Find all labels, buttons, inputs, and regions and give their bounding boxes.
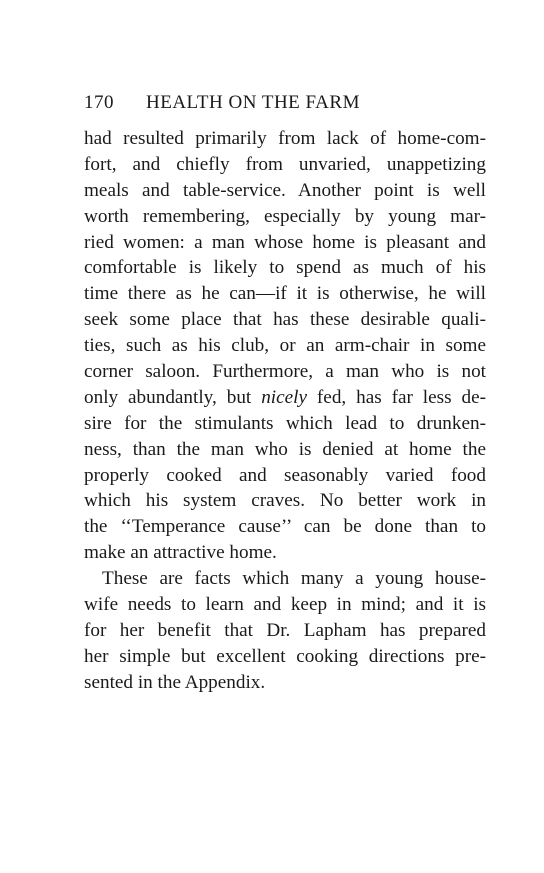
text-line: ties, such as his club, or an arm-chair in some bbox=[84, 335, 486, 357]
text-line bbox=[84, 385, 486, 411]
text-line: comfortable is likely to spend as much of his bbox=[84, 257, 486, 279]
text-line: properly cooked and seasonably varied food bbox=[84, 464, 486, 486]
text-line: fort, and chiefly from unvaried, unappetizing bbox=[84, 153, 486, 175]
running-head bbox=[84, 92, 486, 126]
text-line: time there as he can—if it is otherwise, he will bbox=[84, 283, 486, 305]
body-text bbox=[84, 126, 486, 696]
text-line: make an attractive home. bbox=[84, 542, 277, 564]
text-line: These are facts which many a young house- bbox=[102, 568, 486, 590]
book-page bbox=[84, 92, 486, 696]
text-line: wife needs to learn and keep in mind; and it is bbox=[84, 594, 486, 616]
text-line: ness, than the man who is denied at home the bbox=[84, 438, 486, 460]
text-line: which his system craves. No better work in bbox=[84, 490, 486, 512]
text-line: corner saloon. Furthermore, a man who is not bbox=[84, 361, 486, 383]
page-number: 170 bbox=[84, 92, 114, 113]
text-line: seek some place that has these desirable quali- bbox=[84, 309, 486, 331]
text-line: her simple but excellent cooking directions pre- bbox=[84, 645, 486, 667]
paragraph-1 bbox=[84, 126, 486, 566]
paragraph-2 bbox=[84, 566, 486, 695]
text-line: worth remembering, especially by young mar- bbox=[84, 205, 486, 227]
italic-word: nicely bbox=[261, 386, 307, 408]
text-line: sented in the Appendix. bbox=[84, 671, 266, 693]
text-line: sire for the stimulants which lead to drunken- bbox=[84, 412, 486, 434]
text-line: meals and table-service. Another point is well bbox=[84, 179, 486, 201]
text-segment: only abundantly, but bbox=[84, 386, 252, 408]
running-title: HEALTH ON THE FARM bbox=[146, 92, 360, 113]
text-line: for her benefit that Dr. Lapham has prepared bbox=[84, 619, 486, 641]
text-line: the ‘‘Temperance cause’’ can be done than to bbox=[84, 516, 486, 538]
text-segment: fed, has far less de- bbox=[307, 386, 487, 408]
text-line: ried women: a man whose home is pleasant and bbox=[84, 231, 486, 253]
text-line: had resulted primarily from lack of home-com- bbox=[84, 128, 486, 149]
